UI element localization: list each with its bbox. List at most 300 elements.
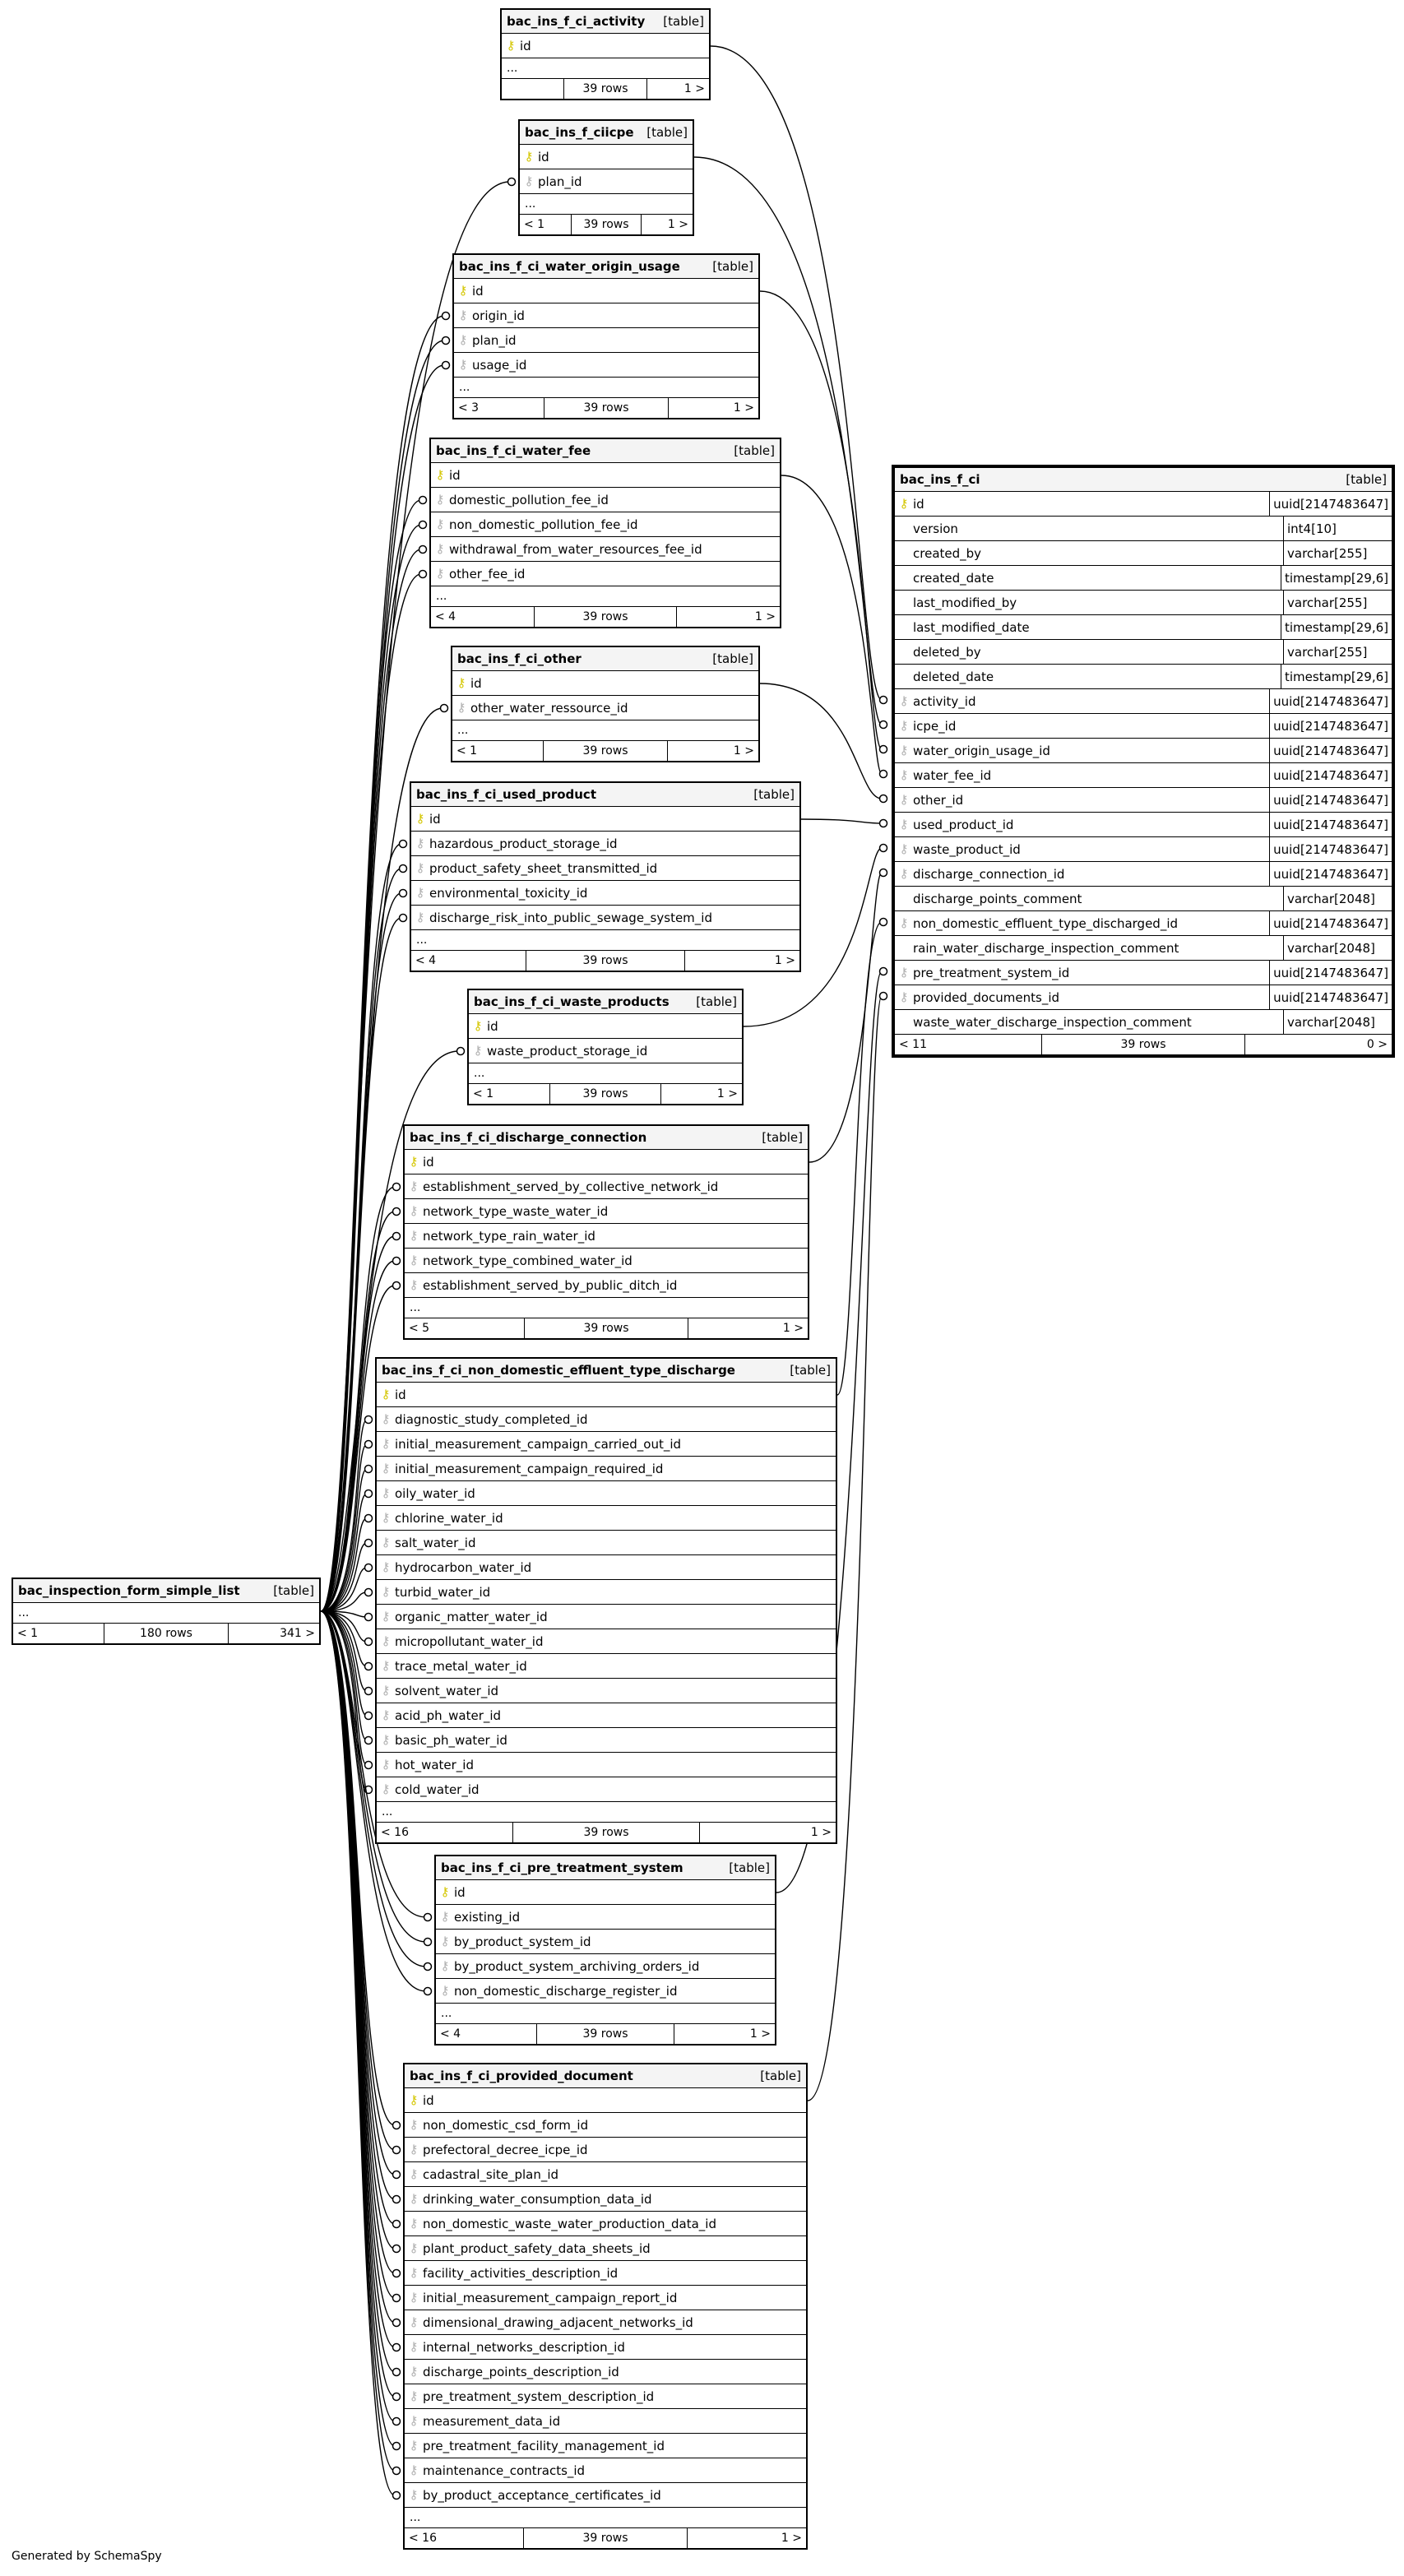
more-columns: ... bbox=[405, 2508, 806, 2528]
column-row-dimensional-drawing-adjacent-networks-id[interactable] bbox=[405, 2310, 806, 2335]
column-row-acid-ph-water-id[interactable] bbox=[377, 1703, 836, 1728]
column-row-origin-id[interactable] bbox=[454, 303, 758, 328]
row-count: 180 rows bbox=[104, 1624, 229, 1643]
column-row-hydrocarbon-water-id[interactable] bbox=[377, 1555, 836, 1580]
children-count[interactable]: < 4 bbox=[436, 2024, 537, 2044]
foreign-key-icon: ⚷ bbox=[409, 2314, 419, 2329]
table-header bbox=[13, 1579, 319, 1603]
column-name: chlorine_water_id bbox=[395, 1510, 503, 1526]
column-row-id[interactable] bbox=[452, 671, 758, 696]
foreign-key-icon: ⚷ bbox=[409, 2265, 419, 2280]
lookup-endpoint bbox=[365, 1638, 373, 1646]
lookup-endpoint bbox=[365, 1490, 373, 1498]
lookup-endpoint bbox=[393, 2369, 401, 2376]
table-header bbox=[431, 439, 780, 463]
column-row-existing-id[interactable] bbox=[436, 1905, 775, 1930]
column-row-prefectoral-decree-icpe-id[interactable] bbox=[405, 2138, 806, 2162]
column-type: timestamp[29,6] bbox=[1281, 566, 1392, 590]
table-footer bbox=[469, 1084, 742, 1104]
column-row-maintenance-contracts-id[interactable] bbox=[405, 2458, 806, 2483]
column-row-last-modified-date[interactable] bbox=[895, 615, 1392, 640]
table-bac-ins-f-ciicpe[interactable] bbox=[518, 119, 694, 236]
foreign-key-icon: ⚷ bbox=[381, 1683, 391, 1698]
children-count[interactable] bbox=[502, 79, 564, 99]
column-row-non-domestic-effluent-type-discharged-id[interactable] bbox=[895, 911, 1392, 936]
column-row-trace-metal-water-id[interactable] bbox=[377, 1654, 836, 1679]
foreign-key-icon: ⚷ bbox=[899, 841, 909, 856]
column-row-drinking-water-consumption-data-id[interactable] bbox=[405, 2187, 806, 2212]
more-columns: ... bbox=[411, 930, 799, 951]
relationship-endpoint bbox=[880, 721, 887, 729]
row-count: 39 rows bbox=[544, 741, 668, 761]
column-name: trace_metal_water_id bbox=[395, 1658, 527, 1674]
parents-count[interactable]: 1 > bbox=[810, 1826, 832, 1839]
column-name: hot_water_id bbox=[395, 1757, 474, 1772]
column-row-cadastral-site-plan-id[interactable] bbox=[405, 2162, 806, 2187]
column-name: origin_id bbox=[472, 308, 525, 323]
children-count[interactable]: < 3 bbox=[454, 398, 544, 418]
column-row-plan-id[interactable] bbox=[520, 169, 693, 194]
foreign-key-icon: ⚷ bbox=[458, 332, 468, 347]
column-row-non-domestic-discharge-register-id[interactable] bbox=[436, 1979, 775, 2004]
column-row-water-origin-usage-id[interactable] bbox=[895, 739, 1392, 763]
lookup-endpoint bbox=[457, 1048, 465, 1055]
row-count: 39 rows bbox=[535, 607, 676, 627]
children-count[interactable]: < 4 bbox=[411, 951, 526, 971]
children-count[interactable]: < 1 bbox=[452, 741, 544, 761]
parents-count[interactable]: 1 > bbox=[754, 610, 776, 623]
column-row-establishment-served-by-public-ditch-id[interactable] bbox=[405, 1273, 808, 1298]
column-row-network-type-waste-water-id[interactable] bbox=[405, 1199, 808, 1224]
column-name: internal_networks_description_id bbox=[423, 2339, 625, 2355]
column-row-pre-treatment-system-id[interactable] bbox=[895, 961, 1392, 985]
lookup-endpoint bbox=[365, 1663, 373, 1670]
table-bac-ins-f-ci-water-origin-usage[interactable] bbox=[452, 253, 760, 419]
more-columns: ... bbox=[431, 586, 780, 607]
column-row-by-product-acceptance-certificates-id[interactable] bbox=[405, 2483, 806, 2508]
column-name: diagnostic_study_completed_id bbox=[395, 1411, 588, 1427]
row-count: 39 rows bbox=[550, 1084, 661, 1104]
column-row-withdrawal-from-water-resources-fee-id[interactable] bbox=[431, 537, 780, 562]
table-name: bac_ins_f_ci_water_origin_usage bbox=[459, 259, 680, 274]
row-count: 39 rows bbox=[524, 2528, 688, 2548]
lookup-endpoint bbox=[400, 841, 407, 848]
column-row-by-product-system-id[interactable] bbox=[436, 1930, 775, 1954]
lookup-endpoint bbox=[441, 705, 448, 712]
column-row-id[interactable] bbox=[469, 1014, 742, 1039]
column-name: existing_id bbox=[454, 1909, 521, 1925]
column-row-discharge-points-description-id[interactable] bbox=[405, 2360, 806, 2384]
column-type: varchar[255] bbox=[1283, 640, 1392, 664]
lookup-endpoint bbox=[393, 2270, 401, 2277]
column-row-waste-water-discharge-inspection-comment[interactable] bbox=[895, 1010, 1392, 1035]
column-type: uuid[2147483647] bbox=[1269, 837, 1392, 861]
lookup-endpoint bbox=[393, 1208, 401, 1216]
column-name: id bbox=[538, 149, 549, 164]
table-header bbox=[520, 121, 693, 145]
primary-key-icon: ⚷ bbox=[409, 1154, 419, 1169]
lookup-endpoint bbox=[424, 1914, 432, 1921]
children-count[interactable]: < 4 bbox=[431, 607, 535, 627]
foreign-key-icon: ⚷ bbox=[440, 1983, 450, 1998]
foreign-key-icon: ⚷ bbox=[415, 860, 425, 875]
column-row-id[interactable] bbox=[377, 1383, 836, 1407]
relationship-endpoint bbox=[880, 993, 887, 1000]
table-bac-ins-f-ci-water-fee[interactable] bbox=[429, 438, 781, 628]
column-name: id bbox=[487, 1018, 498, 1034]
column-name: by_product_system_archiving_orders_id bbox=[454, 1958, 700, 1974]
blank bbox=[895, 1016, 913, 1028]
parents-count[interactable]: 1 > bbox=[716, 1087, 738, 1100]
column-row-waste-product-storage-id[interactable] bbox=[469, 1039, 742, 1063]
column-name: non_domestic_csd_form_id bbox=[423, 2117, 589, 2133]
more-columns: ... bbox=[377, 1802, 836, 1823]
column-row-id[interactable] bbox=[431, 463, 780, 488]
column-name: micropollutant_water_id bbox=[395, 1633, 544, 1649]
foreign-key-icon: ⚷ bbox=[381, 1485, 391, 1500]
foreign-key-icon: ⚷ bbox=[409, 1203, 419, 1218]
foreign-key-icon: ⚷ bbox=[440, 1958, 450, 1973]
more-columns: ... bbox=[469, 1063, 742, 1084]
foreign-key-icon: ⚷ bbox=[381, 1436, 391, 1451]
table-bac-ins-f-ci-pre-treatment-system[interactable] bbox=[434, 1855, 776, 2046]
lookup-endpoint bbox=[393, 2393, 401, 2401]
table-header bbox=[411, 783, 799, 807]
foreign-key-icon: ⚷ bbox=[381, 1510, 391, 1525]
column-type: uuid[2147483647] bbox=[1269, 739, 1392, 762]
parents-count[interactable]: 341 > bbox=[280, 1627, 315, 1640]
column-row-id[interactable] bbox=[405, 1150, 808, 1174]
table-kind: [table] bbox=[790, 1363, 831, 1378]
column-row-by-product-system-archiving-orders-id[interactable] bbox=[436, 1954, 775, 1979]
table-footer bbox=[411, 951, 799, 971]
column-name: id bbox=[472, 283, 484, 299]
column-row-basic-ph-water-id[interactable] bbox=[377, 1728, 836, 1753]
foreign-key-icon: ⚷ bbox=[381, 1732, 391, 1747]
column-row-other-fee-id[interactable] bbox=[431, 562, 780, 586]
primary-key-icon: ⚷ bbox=[381, 1387, 391, 1402]
column-row-last-modified-by[interactable] bbox=[895, 591, 1392, 615]
table-bac-ins-f-ci-non-domestic-effluent-type-discharge[interactable] bbox=[375, 1357, 837, 1844]
column-name: initial_measurement_campaign_required_id bbox=[395, 1461, 664, 1476]
column-row-hot-water-id[interactable] bbox=[377, 1753, 836, 1777]
column-row-id[interactable] bbox=[520, 145, 693, 169]
blank bbox=[895, 572, 913, 584]
column-row-cold-water-id[interactable] bbox=[377, 1777, 836, 1802]
column-row-water-fee-id[interactable] bbox=[895, 763, 1392, 788]
column-row-turbid-water-id[interactable] bbox=[377, 1580, 836, 1605]
column-name: establishment_served_by_public_ditch_id bbox=[423, 1277, 678, 1293]
table-bac-ins-f-ci-used-product[interactable] bbox=[410, 781, 801, 972]
column-row-rain-water-discharge-inspection-comment[interactable] bbox=[895, 936, 1392, 961]
table-bac-ins-f-ci-other[interactable] bbox=[451, 646, 760, 762]
column-row-deleted-date[interactable] bbox=[895, 665, 1392, 689]
column-row-diagnostic-study-completed-id[interactable] bbox=[377, 1407, 836, 1432]
column-row-micropollutant-water-id[interactable] bbox=[377, 1629, 836, 1654]
table-kind: [table] bbox=[760, 2069, 801, 2083]
column-name: other_fee_id bbox=[449, 566, 526, 581]
column-row-non-domestic-waste-water-production-data-id[interactable] bbox=[405, 2212, 806, 2236]
column-name: acid_ph_water_id bbox=[395, 1707, 502, 1723]
lookup-endpoint bbox=[393, 1184, 401, 1191]
column-row-activity-id[interactable] bbox=[895, 689, 1392, 714]
column-row-environmental-toxicity-id[interactable] bbox=[411, 881, 799, 906]
lookup-endpoint bbox=[393, 2492, 401, 2500]
more-columns: ... bbox=[454, 378, 758, 398]
lookup-endpoint bbox=[365, 1515, 373, 1522]
column-row-network-type-combined-water-id[interactable] bbox=[405, 1249, 808, 1273]
column-name: last_modified_by bbox=[913, 595, 1017, 610]
primary-key-icon: ⚷ bbox=[435, 467, 445, 482]
column-row-discharge-connection-id[interactable] bbox=[895, 862, 1392, 887]
column-row-discharge-points-comment[interactable] bbox=[895, 887, 1392, 911]
blank bbox=[895, 942, 913, 954]
column-row-created-by[interactable] bbox=[895, 541, 1392, 566]
table-name: bac_ins_f_ci_other bbox=[457, 651, 582, 666]
column-name: pre_treatment_facility_management_id bbox=[423, 2438, 665, 2453]
column-row-id[interactable] bbox=[411, 807, 799, 832]
relationship-line bbox=[809, 873, 882, 1162]
blank bbox=[895, 670, 913, 683]
parents-count[interactable]: 1 > bbox=[774, 954, 795, 967]
lookup-endpoint bbox=[393, 2418, 401, 2425]
column-row-non-domestic-csd-form-id[interactable] bbox=[405, 2113, 806, 2138]
lookup-line bbox=[321, 1611, 367, 1691]
parents-count[interactable]: 1 > bbox=[781, 2532, 803, 2545]
table-name: bac_ins_f_ci_discharge_connection bbox=[410, 1130, 647, 1145]
table-footer bbox=[405, 2528, 806, 2548]
foreign-key-icon: ⚷ bbox=[381, 1658, 391, 1673]
column-name: pre_treatment_system_id bbox=[913, 965, 1070, 980]
column-row-id[interactable] bbox=[502, 34, 709, 58]
column-row-other-water-ressource-id[interactable] bbox=[452, 696, 758, 720]
children-count[interactable]: < 1 bbox=[13, 1624, 104, 1643]
column-type: varchar[255] bbox=[1283, 541, 1392, 565]
column-name: waste_water_discharge_inspection_comment bbox=[913, 1014, 1192, 1030]
column-row-initial-measurement-campaign-report-id[interactable] bbox=[405, 2286, 806, 2310]
primary-key-icon: ⚷ bbox=[409, 2092, 419, 2107]
column-row-network-type-rain-water-id[interactable] bbox=[405, 1224, 808, 1249]
column-name: network_type_rain_water_id bbox=[423, 1228, 595, 1244]
lookup-endpoint bbox=[393, 2319, 401, 2327]
column-row-discharge-risk-into-public-sewage-system-id[interactable] bbox=[411, 906, 799, 930]
foreign-key-icon: ⚷ bbox=[415, 836, 425, 850]
column-name: other_id bbox=[913, 792, 964, 808]
column-row-product-safety-sheet-transmitted-id[interactable] bbox=[411, 856, 799, 881]
lookup-endpoint bbox=[393, 1258, 401, 1265]
column-row-initial-measurement-campaign-carried-out-id[interactable] bbox=[377, 1432, 836, 1457]
parents-count[interactable]: 1 > bbox=[733, 744, 754, 758]
children-count[interactable]: < 16 bbox=[377, 1823, 513, 1842]
relationship-line bbox=[837, 922, 882, 1395]
table-kind: [table] bbox=[1346, 472, 1387, 487]
lookup-endpoint bbox=[443, 337, 450, 345]
lookup-endpoint bbox=[393, 2122, 401, 2129]
table-bac-ins-f-ci-activity[interactable] bbox=[500, 8, 711, 100]
column-name: prefectoral_decree_icpe_id bbox=[423, 2142, 588, 2157]
row-count: 39 rows bbox=[537, 2024, 674, 2044]
column-name: icpe_id bbox=[913, 718, 957, 734]
parents-count[interactable]: 1 > bbox=[733, 401, 754, 415]
column-row-organic-matter-water-id[interactable] bbox=[377, 1605, 836, 1629]
column-type: uuid[2147483647] bbox=[1269, 492, 1392, 516]
column-row-establishment-served-by-collective-network-id[interactable] bbox=[405, 1174, 808, 1199]
table-name: bac_ins_f_ci_water_fee bbox=[436, 443, 591, 458]
primary-key-icon: ⚷ bbox=[440, 1884, 450, 1899]
table-footer bbox=[431, 607, 780, 627]
column-type: uuid[2147483647] bbox=[1269, 763, 1392, 787]
foreign-key-icon: ⚷ bbox=[409, 2339, 419, 2354]
parents-count[interactable]: 1 > bbox=[782, 1322, 804, 1335]
table-footer bbox=[405, 1318, 808, 1338]
column-name: id bbox=[449, 467, 461, 483]
parents-count[interactable]: 1 > bbox=[683, 82, 705, 95]
relationship-endpoint bbox=[880, 820, 887, 827]
children-count[interactable]: < 1 bbox=[469, 1084, 550, 1104]
column-row-measurement-data-id[interactable] bbox=[405, 2409, 806, 2434]
foreign-key-icon: ⚷ bbox=[456, 700, 466, 715]
foreign-key-icon: ⚷ bbox=[409, 2438, 419, 2453]
column-row-id[interactable] bbox=[454, 279, 758, 303]
column-name: water_fee_id bbox=[913, 767, 992, 783]
column-row-plant-product-safety-data-sheets-id[interactable] bbox=[405, 2236, 806, 2261]
parents-count[interactable]: 1 > bbox=[667, 218, 689, 231]
column-name: product_safety_sheet_transmitted_id bbox=[429, 860, 658, 876]
primary-key-icon: ⚷ bbox=[415, 811, 425, 826]
column-name: version bbox=[913, 521, 958, 536]
table-bac-ins-f-ci-waste-products[interactable] bbox=[467, 989, 744, 1105]
foreign-key-icon: ⚷ bbox=[409, 2142, 419, 2157]
column-name: environmental_toxicity_id bbox=[429, 885, 588, 901]
lookup-endpoint bbox=[393, 1233, 401, 1240]
table-kind: [table] bbox=[663, 14, 704, 29]
column-name: discharge_connection_id bbox=[913, 866, 1065, 882]
table-name: bac_inspection_form_simple_list bbox=[18, 1583, 240, 1598]
column-name: discharge_points_comment bbox=[913, 891, 1082, 906]
column-row-pre-treatment-facility-management-id[interactable] bbox=[405, 2434, 806, 2458]
primary-key-icon: ⚷ bbox=[506, 38, 516, 53]
column-row-id[interactable] bbox=[895, 492, 1392, 517]
table-kind: [table] bbox=[696, 994, 737, 1009]
column-name: created_by bbox=[913, 545, 982, 561]
column-row-facility-activities-description-id[interactable] bbox=[405, 2261, 806, 2286]
parents-count[interactable]: 0 > bbox=[1366, 1038, 1388, 1051]
column-row-oily-water-id[interactable] bbox=[377, 1481, 836, 1506]
column-row-pre-treatment-system-description-id[interactable] bbox=[405, 2384, 806, 2409]
column-row-chlorine-water-id[interactable] bbox=[377, 1506, 836, 1531]
relationship-endpoint bbox=[880, 795, 887, 803]
column-name: plan_id bbox=[538, 174, 582, 189]
table-footer bbox=[436, 2024, 775, 2044]
column-row-salt-water-id[interactable] bbox=[377, 1531, 836, 1555]
lookup-endpoint bbox=[365, 1614, 373, 1621]
foreign-key-icon: ⚷ bbox=[899, 718, 909, 733]
table-name: bac_ins_f_ciicpe bbox=[525, 125, 634, 140]
column-name: rain_water_discharge_inspection_comment bbox=[913, 940, 1179, 956]
column-row-used-product-id[interactable] bbox=[895, 813, 1392, 837]
foreign-key-icon: ⚷ bbox=[435, 541, 445, 556]
foreign-key-icon: ⚷ bbox=[409, 1228, 419, 1243]
primary-key-icon: ⚷ bbox=[473, 1018, 483, 1033]
row-count: 39 rows bbox=[513, 1823, 701, 1842]
column-name: used_product_id bbox=[913, 817, 1014, 832]
relationship-endpoint bbox=[880, 869, 887, 877]
column-row-usage-id[interactable] bbox=[454, 353, 758, 378]
table-header bbox=[895, 468, 1392, 492]
table-kind: [table] bbox=[762, 1130, 803, 1145]
column-name: non_domestic_waste_water_production_data_id bbox=[423, 2216, 716, 2231]
column-row-non-domestic-pollution-fee-id[interactable] bbox=[431, 512, 780, 537]
foreign-key-icon: ⚷ bbox=[409, 1179, 419, 1193]
column-row-hazardous-product-storage-id[interactable] bbox=[411, 832, 799, 856]
children-count[interactable]: < 16 bbox=[405, 2528, 524, 2548]
lookup-endpoint bbox=[419, 546, 427, 554]
column-row-plan-id[interactable] bbox=[454, 328, 758, 353]
children-count[interactable]: < 11 bbox=[895, 1035, 1042, 1054]
lookup-endpoint bbox=[365, 1737, 373, 1744]
column-row-domestic-pollution-fee-id[interactable] bbox=[431, 488, 780, 512]
column-name: pre_treatment_system_description_id bbox=[423, 2388, 655, 2404]
lookup-endpoint bbox=[393, 2147, 401, 2154]
row-count: 39 rows bbox=[544, 398, 668, 418]
column-name: hydrocarbon_water_id bbox=[395, 1559, 532, 1575]
column-row-id[interactable] bbox=[436, 1880, 775, 1905]
children-count[interactable]: < 1 bbox=[520, 215, 572, 234]
foreign-key-icon: ⚷ bbox=[409, 2462, 419, 2477]
lookup-endpoint bbox=[400, 865, 407, 873]
column-row-created-date[interactable] bbox=[895, 566, 1392, 591]
table-footer bbox=[895, 1035, 1392, 1054]
column-name: maintenance_contracts_id bbox=[423, 2462, 586, 2478]
column-row-icpe-id[interactable] bbox=[895, 714, 1392, 739]
lookup-endpoint bbox=[443, 362, 450, 369]
column-name: id bbox=[429, 811, 441, 827]
parents-count[interactable]: 1 > bbox=[749, 2027, 771, 2041]
column-row-id[interactable] bbox=[405, 2088, 806, 2113]
foreign-key-icon: ⚷ bbox=[435, 517, 445, 531]
foreign-key-icon: ⚷ bbox=[409, 2413, 419, 2428]
table-bac-inspection-form-simple-list[interactable] bbox=[12, 1578, 321, 1645]
table-header bbox=[469, 990, 742, 1014]
column-row-provided-documents-id[interactable] bbox=[895, 985, 1392, 1010]
column-row-initial-measurement-campaign-required-id[interactable] bbox=[377, 1457, 836, 1481]
column-type: timestamp[29,6] bbox=[1281, 615, 1392, 639]
column-row-solvent-water-id[interactable] bbox=[377, 1679, 836, 1703]
column-type: uuid[2147483647] bbox=[1269, 911, 1392, 935]
foreign-key-icon: ⚷ bbox=[435, 566, 445, 581]
table-bac-ins-f-ci-discharge-connection[interactable] bbox=[403, 1124, 809, 1340]
foreign-key-icon: ⚷ bbox=[415, 885, 425, 900]
column-type: varchar[2048] bbox=[1283, 887, 1392, 910]
column-row-internal-networks-description-id[interactable] bbox=[405, 2335, 806, 2360]
lookup-endpoint bbox=[365, 1712, 373, 1720]
column-row-version[interactable] bbox=[895, 517, 1392, 541]
column-name: non_domestic_discharge_register_id bbox=[454, 1983, 678, 1999]
column-row-deleted-by[interactable] bbox=[895, 640, 1392, 665]
more-columns: ... bbox=[13, 1603, 319, 1624]
children-count[interactable]: < 5 bbox=[405, 1318, 525, 1338]
foreign-key-icon: ⚷ bbox=[409, 2117, 419, 2132]
blank bbox=[895, 646, 913, 658]
foreign-key-icon: ⚷ bbox=[409, 1277, 419, 1292]
foreign-key-icon: ⚷ bbox=[473, 1043, 483, 1058]
table-bac-ins-f-ci[interactable] bbox=[892, 465, 1395, 1058]
table-bac-ins-f-ci-provided-document[interactable] bbox=[403, 2063, 808, 2550]
column-row-other-id[interactable] bbox=[895, 788, 1392, 813]
column-name: id bbox=[913, 496, 924, 512]
column-row-waste-product-id[interactable] bbox=[895, 837, 1392, 862]
lookup-endpoint bbox=[443, 313, 450, 320]
